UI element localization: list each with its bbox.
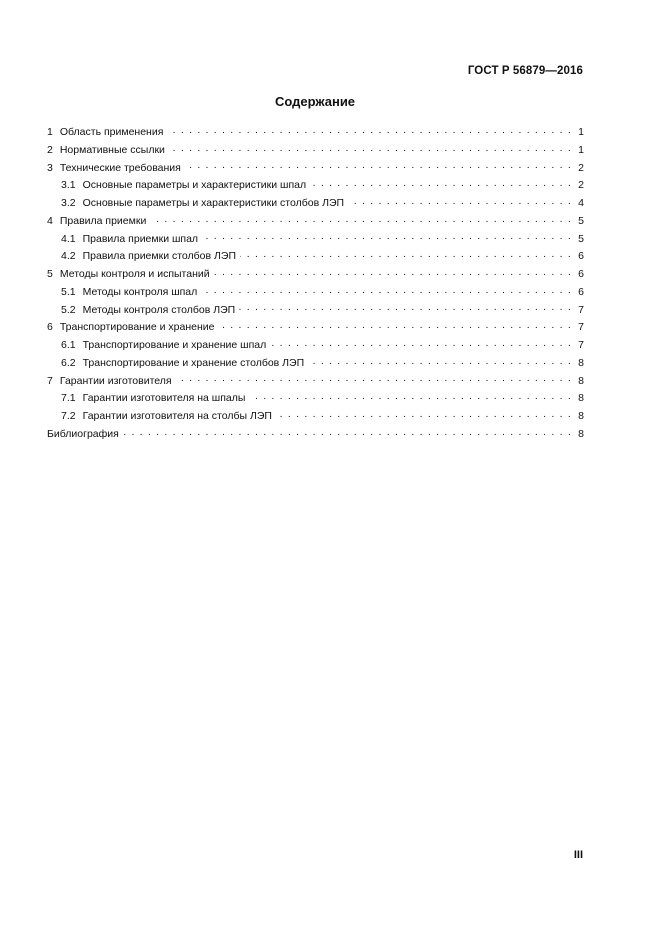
toc-dot-leader bbox=[214, 270, 572, 280]
toc-subentry[interactable] bbox=[47, 302, 584, 320]
toc-entry[interactable] bbox=[47, 266, 584, 284]
toc-entry-label: Основные параметры и характеристики шпал bbox=[82, 179, 307, 192]
toc-dot-leader bbox=[308, 359, 572, 369]
toc-entry-page: 5 bbox=[578, 214, 584, 227]
toc-title: Содержание bbox=[274, 94, 356, 109]
toc-entry-page: 8 bbox=[578, 374, 584, 387]
toc-entry-number: 5 bbox=[47, 268, 53, 280]
toc-entry-page: 6 bbox=[578, 268, 584, 280]
toc-entry[interactable] bbox=[47, 124, 584, 142]
toc-dot-leader bbox=[276, 412, 572, 422]
toc-entry-page: 1 bbox=[578, 126, 584, 138]
toc-entry-label: Гарантии изготовителя на шпалы bbox=[82, 392, 246, 405]
toc-entry-label: Методы контроля столбов ЛЭП bbox=[82, 303, 236, 316]
toc-dot-leader bbox=[239, 305, 572, 315]
toc-dot-leader bbox=[310, 181, 572, 191]
toc-entry[interactable] bbox=[47, 142, 584, 160]
toc-entry-number: 6.2 bbox=[61, 356, 76, 369]
toc-dot-leader bbox=[202, 234, 572, 244]
toc-entry[interactable] bbox=[47, 213, 584, 231]
toc-entry-page: 4 bbox=[578, 197, 584, 209]
toc-entry-number: 2 bbox=[47, 143, 53, 156]
toc-dot-leader bbox=[348, 199, 572, 209]
toc-entry-label: Гарантии изготовителя на столбы ЛЭП bbox=[82, 410, 272, 422]
toc-entry-label: Основные параметры и характеристики столбов ЛЭП bbox=[82, 197, 345, 209]
toc-entry-label: Транспортирование и хранение шпал bbox=[82, 339, 267, 351]
toc-entry-label: Методы контроля и испытаний bbox=[59, 268, 210, 280]
toc-entry-label: Гарантии изготовителя bbox=[59, 374, 172, 387]
toc-entry[interactable] bbox=[47, 373, 584, 391]
toc-entry-page: 6 bbox=[578, 250, 584, 263]
toc-entry-number: 4.1 bbox=[61, 232, 76, 245]
toc-entry-page: 8 bbox=[578, 356, 584, 369]
toc-dot-leader bbox=[249, 394, 572, 404]
toc-entry-page: 7 bbox=[578, 303, 584, 316]
toc-entry-label: Методы контроля шпал bbox=[82, 285, 198, 298]
toc-entry-bibliography[interactable] bbox=[47, 426, 584, 444]
toc-entry-label: Область применения bbox=[59, 126, 164, 138]
toc-entry-page: 8 bbox=[578, 410, 584, 422]
toc-entry-number: 3.1 bbox=[61, 179, 76, 192]
toc-entry-label: Нормативные ссылки bbox=[59, 143, 165, 156]
toc-dot-leader bbox=[240, 252, 572, 262]
toc-entry-page: 1 bbox=[578, 143, 584, 156]
toc-entry-number: 6 bbox=[47, 321, 53, 334]
toc-entry[interactable] bbox=[47, 319, 584, 337]
toc-subentry[interactable] bbox=[47, 355, 584, 373]
toc-dot-leader bbox=[167, 128, 572, 138]
toc-entry-page: 2 bbox=[578, 179, 584, 192]
toc-dot-leader bbox=[176, 376, 572, 386]
toc-entry-number: 4 bbox=[47, 214, 53, 227]
toc-subentry[interactable] bbox=[47, 337, 584, 355]
page-number: III bbox=[573, 849, 583, 861]
toc-entry-page: 5 bbox=[578, 232, 584, 245]
toc-entry-label: Транспортирование и хранение столбов ЛЭП bbox=[82, 356, 305, 369]
toc-entry-number: 3.2 bbox=[61, 197, 76, 209]
toc-entry-number: 7.1 bbox=[61, 392, 76, 405]
toc-entry-label: Технические требования bbox=[59, 161, 181, 174]
toc-entry[interactable] bbox=[47, 160, 584, 178]
toc-entry-label: Правила приемки шпал bbox=[82, 232, 199, 245]
toc-entry-page: 6 bbox=[578, 285, 584, 298]
toc-dot-leader bbox=[123, 430, 572, 440]
toc-entry-label: Транспортирование и хранение bbox=[59, 321, 215, 334]
toc-dot-leader bbox=[270, 341, 572, 351]
toc-entry-page: 2 bbox=[578, 161, 584, 174]
toc-subentry[interactable] bbox=[47, 390, 584, 408]
toc-entry-number: 6.1 bbox=[61, 339, 76, 351]
toc-entry-number: 7 bbox=[47, 374, 53, 387]
toc-entry-page: 7 bbox=[578, 321, 584, 334]
toc-subentry[interactable] bbox=[47, 195, 584, 213]
toc-entry-page: 8 bbox=[578, 392, 584, 405]
toc-entry-page: 8 bbox=[578, 427, 584, 440]
toc-dot-leader bbox=[185, 163, 572, 173]
toc-entry-label: Библиография bbox=[47, 427, 119, 440]
toc-entry-label: Правила приемки bbox=[59, 214, 147, 227]
toc-entry-number: 4.2 bbox=[61, 250, 76, 263]
toc-dot-leader bbox=[218, 323, 572, 333]
toc-subentry[interactable] bbox=[47, 284, 584, 302]
toc-subentry[interactable] bbox=[47, 231, 584, 249]
table-of-contents bbox=[47, 124, 584, 444]
toc-entry-number: 7.2 bbox=[61, 410, 76, 422]
toc-entry-page: 7 bbox=[578, 339, 584, 351]
toc-entry-number: 5.1 bbox=[61, 285, 76, 298]
toc-entry-number: 3 bbox=[47, 161, 53, 174]
toc-subentry[interactable] bbox=[47, 408, 584, 426]
toc-dot-leader bbox=[201, 288, 572, 298]
document-code: ГОСТ Р 56879—2016 bbox=[467, 65, 583, 77]
toc-subentry[interactable] bbox=[47, 177, 584, 195]
toc-entry-number: 1 bbox=[47, 126, 53, 138]
toc-entry-number: 5.2 bbox=[61, 303, 76, 316]
toc-entry-label: Правила приемки столбов ЛЭП bbox=[82, 250, 236, 263]
toc-dot-leader bbox=[169, 146, 572, 156]
toc-dot-leader bbox=[150, 217, 572, 227]
toc-subentry[interactable] bbox=[47, 248, 584, 266]
